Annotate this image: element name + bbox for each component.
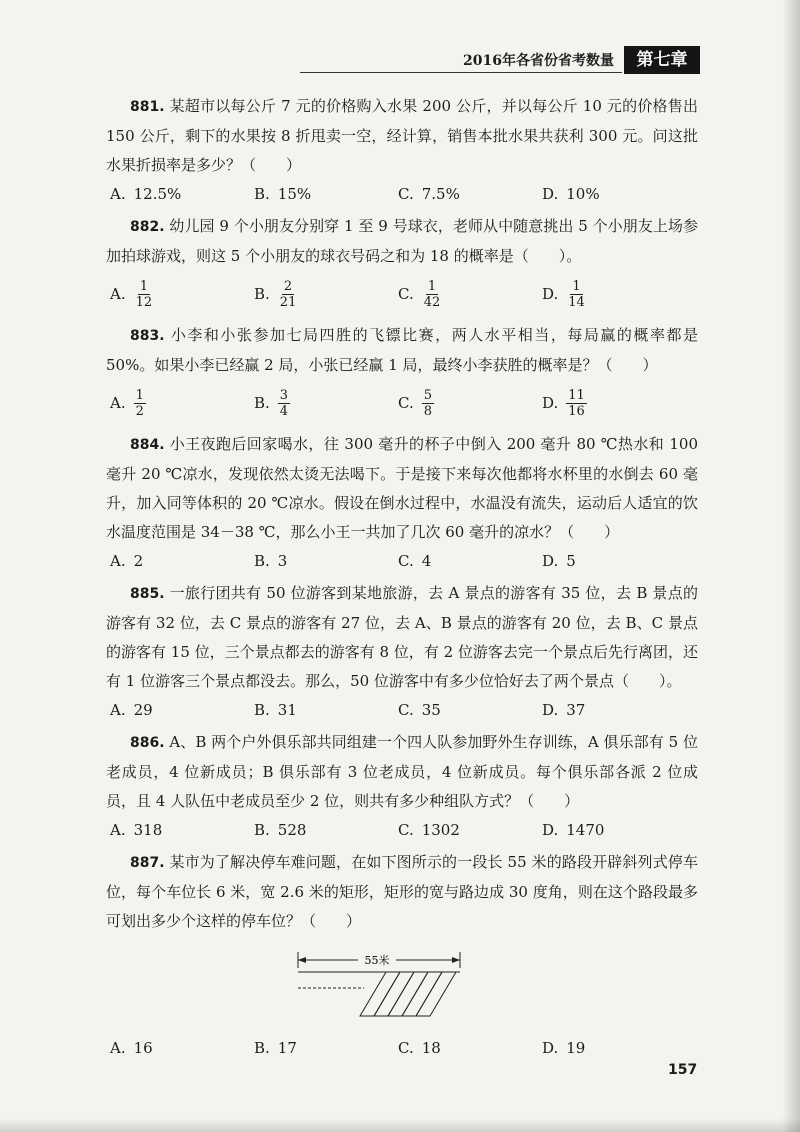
option-label: A. <box>110 821 126 839</box>
question-text: 某超市以每公斤 7 元的价格购入水果 200 公斤，并以每公斤 10 元的价格售出 150 公斤，剩下的水果按 8 折甩卖一空，经计算，销售本批水果共获利 300 元。问这批水果折损率是多少？（ ） <box>106 97 698 174</box>
option-a <box>110 696 254 724</box>
page-edge-shadow <box>782 0 800 1132</box>
header-rule <box>300 72 622 73</box>
numerator: 11 <box>568 387 585 403</box>
option-a <box>110 271 254 317</box>
question-stem <box>106 92 698 180</box>
option-value: 528 <box>277 821 307 839</box>
denominator: 4 <box>279 403 289 419</box>
numerator: 1 <box>427 278 437 294</box>
fraction <box>566 279 587 310</box>
option-label: C. <box>398 394 414 412</box>
options-row <box>110 1034 698 1062</box>
question-text: A、B 两个户外俱乐部共同组建一个四人队参加野外生存训练，A 俱乐部有 5 位老成员，4 位新成员；B 俱乐部有 3 位老成员，4 位新成员。每个俱乐部各派 2 位成员，且 4 人队伍中老成员至少 2 位，则共有多少种组队方式？（ ） <box>106 733 698 810</box>
question-text: 某市为了解决停车难问题，在如下图所示的一段长 55 米的路段开辟斜列式停车位，每个车位长 6 米，宽 2.6 米的矩形，矩形的宽与路边成 30 度角，则在这个路段最多可划出多少个这样的停车位？（ ） <box>106 853 698 930</box>
option-value: 29 <box>133 701 153 719</box>
option-d <box>542 696 686 724</box>
question-number: 887. <box>130 855 165 871</box>
options-row <box>110 180 698 208</box>
option-label: C. <box>398 701 414 719</box>
page-number: 157 <box>668 1062 698 1078</box>
option-label: D. <box>542 394 559 412</box>
option-label: A. <box>110 394 126 412</box>
option-d <box>542 380 686 426</box>
numerator: 1 <box>139 278 149 294</box>
parking-space <box>374 972 414 1016</box>
option-b <box>254 380 398 426</box>
option-label: D. <box>542 701 559 719</box>
option-value: 35 <box>421 701 441 719</box>
denominator: 2 <box>135 403 144 419</box>
option-d <box>542 180 686 208</box>
fraction <box>566 388 587 419</box>
parking-space <box>360 972 400 1016</box>
fraction <box>422 388 434 419</box>
question-number: 886. <box>130 735 165 751</box>
option-value: 1470 <box>566 821 605 839</box>
numerator: 5 <box>423 387 432 403</box>
numerator: 2 <box>283 278 293 294</box>
option-value: 19 <box>566 1039 586 1057</box>
option-label: C. <box>398 285 414 303</box>
option-a <box>110 547 254 575</box>
option-value: 5 <box>566 552 576 570</box>
option-label: A. <box>110 285 126 303</box>
option-value: 2 <box>133 552 144 570</box>
option-value: 318 <box>133 821 163 839</box>
option-value: 16 <box>133 1039 153 1057</box>
options-row <box>110 380 698 426</box>
option-label: B. <box>254 552 270 570</box>
options-row <box>110 696 698 724</box>
question-883 <box>106 321 698 426</box>
option-b <box>254 816 398 844</box>
option-label: B. <box>254 285 270 303</box>
option-label: A. <box>110 185 126 203</box>
option-c <box>398 180 542 208</box>
fraction <box>422 279 443 310</box>
question-stem <box>106 430 698 547</box>
option-a <box>110 1034 254 1062</box>
question-stem <box>106 728 698 816</box>
option-c <box>398 547 542 575</box>
option-label: B. <box>254 821 270 839</box>
question-stem <box>106 212 698 271</box>
option-b <box>254 696 398 724</box>
question-text: 一旅行团共有 50 位游客到某地旅游，去 A 景点的游客有 35 位，去 B 景点的游客有 32 位，去 C 景点的游客有 27 位，去 A、B 景点的游客有 20 位，去 B、C 景点的游客有 15 位，三个景点都去的游客有 8 位，有 2 位游客去完一个景点后先行离团，还有 1 位游客三个景点都没去。那么，50 位游客中有多少位恰好去了两个景点（ ）。 <box>106 584 698 690</box>
options-row <box>110 816 698 844</box>
arrow-left-icon <box>298 957 306 963</box>
fraction <box>278 279 299 310</box>
option-value: 1302 <box>421 821 460 839</box>
question-number: 881. <box>130 99 165 115</box>
denominator: 21 <box>279 294 297 310</box>
options-row <box>110 271 698 317</box>
question-887 <box>106 848 698 1062</box>
question-number: 884. <box>130 437 165 453</box>
option-label: D. <box>542 1039 559 1057</box>
option-value: 17 <box>277 1039 297 1057</box>
option-a <box>110 380 254 426</box>
numerator: 1 <box>135 387 144 403</box>
option-value: 7.5% <box>421 185 460 203</box>
options-row <box>110 547 698 575</box>
option-label: C. <box>398 185 414 203</box>
option-label: A. <box>110 1039 126 1057</box>
option-label: D. <box>542 552 559 570</box>
option-value: 15% <box>277 185 312 203</box>
option-value: 31 <box>277 701 297 719</box>
question-stem <box>106 848 698 936</box>
option-value: 12.5% <box>133 185 182 203</box>
option-a <box>110 180 254 208</box>
option-b <box>254 180 398 208</box>
denominator: 8 <box>423 403 432 419</box>
question-885 <box>106 579 698 724</box>
parking-diagram-svg <box>292 948 482 1028</box>
parking-space <box>402 972 442 1016</box>
question-884 <box>106 430 698 575</box>
option-label: C. <box>398 1039 414 1057</box>
option-d <box>542 816 686 844</box>
option-value: 10% <box>566 185 600 203</box>
option-label: A. <box>110 552 126 570</box>
question-stem <box>106 579 698 696</box>
dimension-label: 55米 <box>364 954 390 967</box>
arrow-right-icon <box>452 957 460 963</box>
question-number: 885. <box>130 586 165 602</box>
question-text: 小李和小张参加七局四胜的飞镖比赛，两人水平相当，每局赢的概率都是 50%。如果小李已经赢 2 局，小张已经赢 1 局，最终小李获胜的概率是？（ ） <box>106 326 698 374</box>
option-value: 4 <box>421 552 432 570</box>
option-c <box>398 271 542 317</box>
option-b <box>254 547 398 575</box>
question-881 <box>106 92 698 208</box>
option-label: B. <box>254 701 270 719</box>
option-b <box>254 1034 398 1062</box>
option-d <box>542 547 686 575</box>
option-label: D. <box>542 285 559 303</box>
question-number: 883. <box>130 328 165 344</box>
running-header <box>300 46 700 78</box>
parking-diagram <box>292 948 482 1028</box>
option-label: B. <box>254 1039 270 1057</box>
question-882 <box>106 212 698 317</box>
denominator: 42 <box>423 294 441 310</box>
question-list <box>106 92 698 1066</box>
option-a <box>110 816 254 844</box>
option-b <box>254 271 398 317</box>
parking-space <box>416 972 456 1016</box>
option-c <box>398 380 542 426</box>
page-bottom-shadow <box>0 1118 800 1132</box>
numerator: 3 <box>279 387 289 403</box>
denominator: 12 <box>135 294 153 310</box>
option-label: A. <box>110 701 126 719</box>
option-c <box>398 816 542 844</box>
option-value: 37 <box>566 701 586 719</box>
question-886 <box>106 728 698 844</box>
denominator: 14 <box>568 294 585 310</box>
parking-space <box>388 972 428 1016</box>
option-label: D. <box>542 185 559 203</box>
option-d <box>542 271 686 317</box>
option-label: C. <box>398 552 414 570</box>
question-text: 幼儿园 9 个小朋友分别穿 1 至 9 号球衣，老师从中随意挑出 5 个小朋友上场参加拍球游戏，则这 5 个小朋友的球衣号码之和为 18 的概率是（ ）。 <box>106 217 698 265</box>
question-number: 882. <box>130 219 165 235</box>
option-c <box>398 696 542 724</box>
option-c <box>398 1034 542 1062</box>
fraction <box>278 388 290 419</box>
option-d <box>542 1034 686 1062</box>
option-label: D. <box>542 821 559 839</box>
numerator: 1 <box>572 278 581 294</box>
option-label: B. <box>254 394 270 412</box>
question-stem <box>106 321 698 380</box>
question-text: 小王夜跑后回家喝水，往 300 毫升的杯子中倒入 200 毫升 80 ℃热水和 100 毫升 20 ℃凉水，发现依然太烫无法喝下。于是接下来每次他都将水杯里的水倒去 60 毫升，加入同等体积的 20 ℃凉水。假设在倒水过程中，水温没有流失，运动后人适宜的饮水温度范围是 34－38 ℃，那么小王一共加了几次 60 毫升的凉水？（ ） <box>106 435 698 541</box>
header-title: 2016年各省份省考数量 <box>463 53 614 69</box>
fraction <box>134 279 155 310</box>
option-value: 18 <box>421 1039 441 1057</box>
denominator: 16 <box>568 403 585 419</box>
option-label: B. <box>254 185 270 203</box>
option-label: C. <box>398 821 414 839</box>
option-value: 3 <box>277 552 288 570</box>
fraction <box>134 388 146 419</box>
chapter-badge: 第七章 <box>624 46 700 74</box>
